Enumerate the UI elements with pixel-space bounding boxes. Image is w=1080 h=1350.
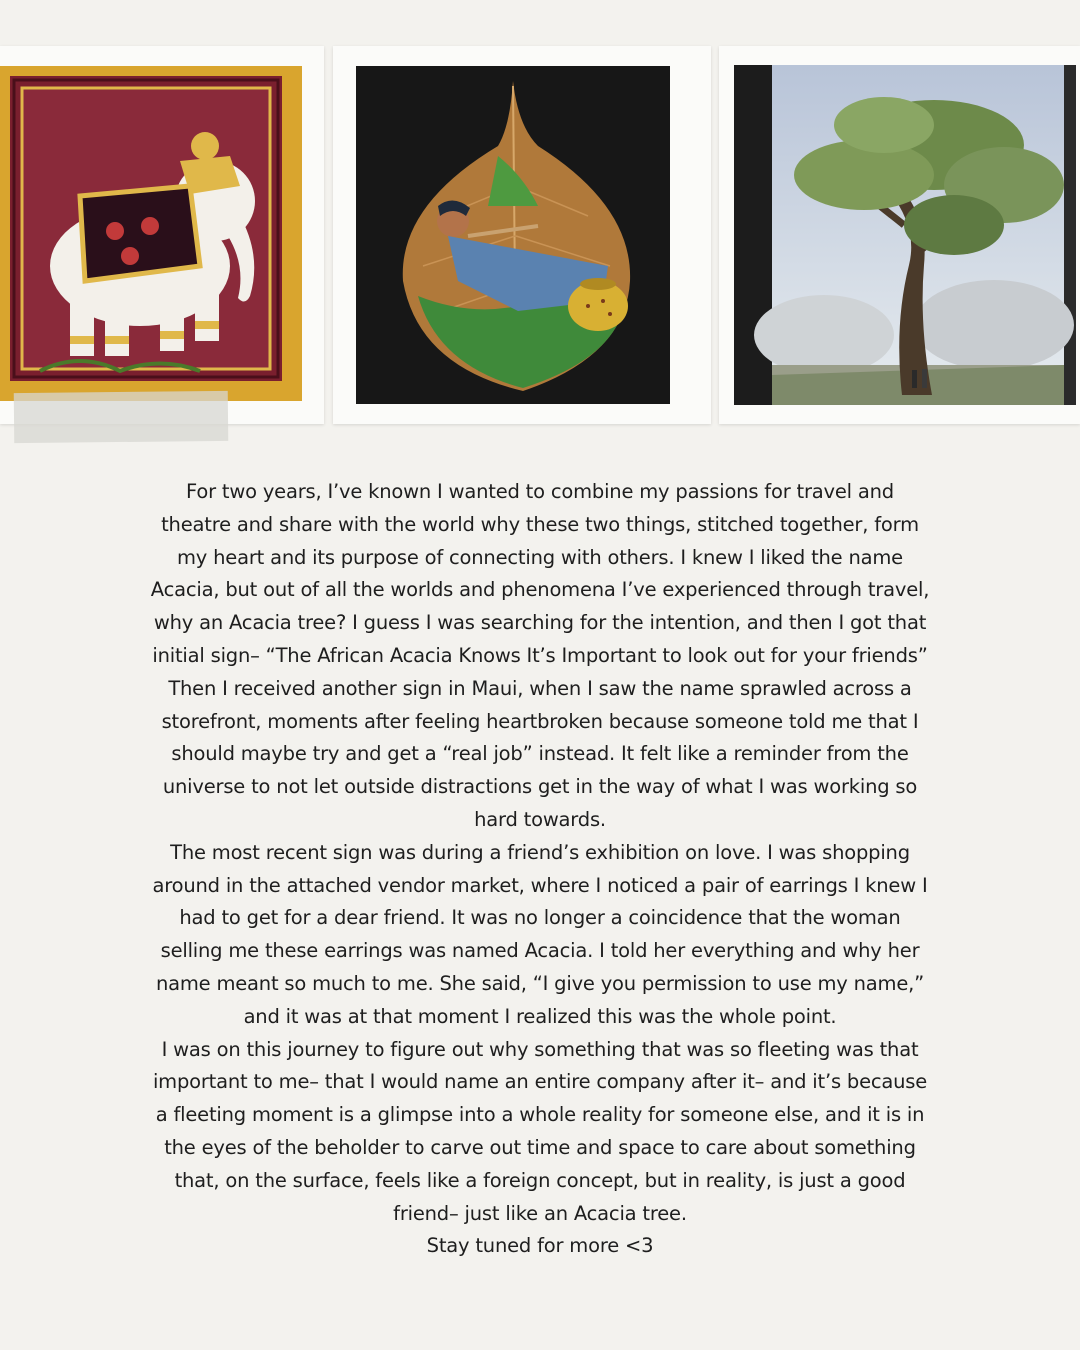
story-paragraph-3: The most recent sign was during a friend’s exhibition on love. I was shopping around in the attached vendor market, where I noticed a pair of earrings I knew I had to get for a dear friend. It was no longer a coincidence that the woman selling me these earrings was named Acacia. I told her everything and why her name meant so much to me. She said, “I give you permission to use my name,” and it was at that moment I realized this was the whole point. [152,840,928,1028]
story-paragraph-1: For two years, I’ve known I wanted to combine my passions for travel and theatre and share with the world why these two things, stitched together, form my heart and its purpose of connecting with others. I knew I liked the name Acacia, but out of all the worlds and phenomena I’ve experienced through travel, why an Acacia tree? I guess I was searching for the intention, and then I got that initial sign– “The African Acacia Knows It’s Important to look out for your friends” [150,480,930,667]
photo-frame-leaf [333,46,711,424]
story-paragraph-4: I was on this journey to figure out why something that was so fleeting was that important to me– that I would name an entire company after it– and it’s because a fleeting moment is a glimpse into a whole reality for someone else, and it is in the eyes of the beholder to carve out time and space to care about something that, on the surface, feels like a foreign concept, but in reality, is just a good friend– just like an Acacia tree. [152,1037,928,1225]
tape-strip [14,391,229,443]
photo-frame-elephant [0,46,324,424]
story-text [150,476,930,1263]
story-paragraph-2: Then I received another sign in Maui, when I saw the name sprawled across a storefront, moments after feeling heartbroken because someone told me that I should maybe try and get a “real job” instead. It felt like a reminder from the universe to not let outside distractions get in the way of what I was working so hard towards. [161,676,919,831]
elephant-painting [0,66,305,406]
leaf-painting [348,66,670,404]
story-signoff: Stay tuned for more <3 [426,1234,654,1258]
photo-frame-tree [719,46,1080,424]
tree-photo [734,65,1076,405]
